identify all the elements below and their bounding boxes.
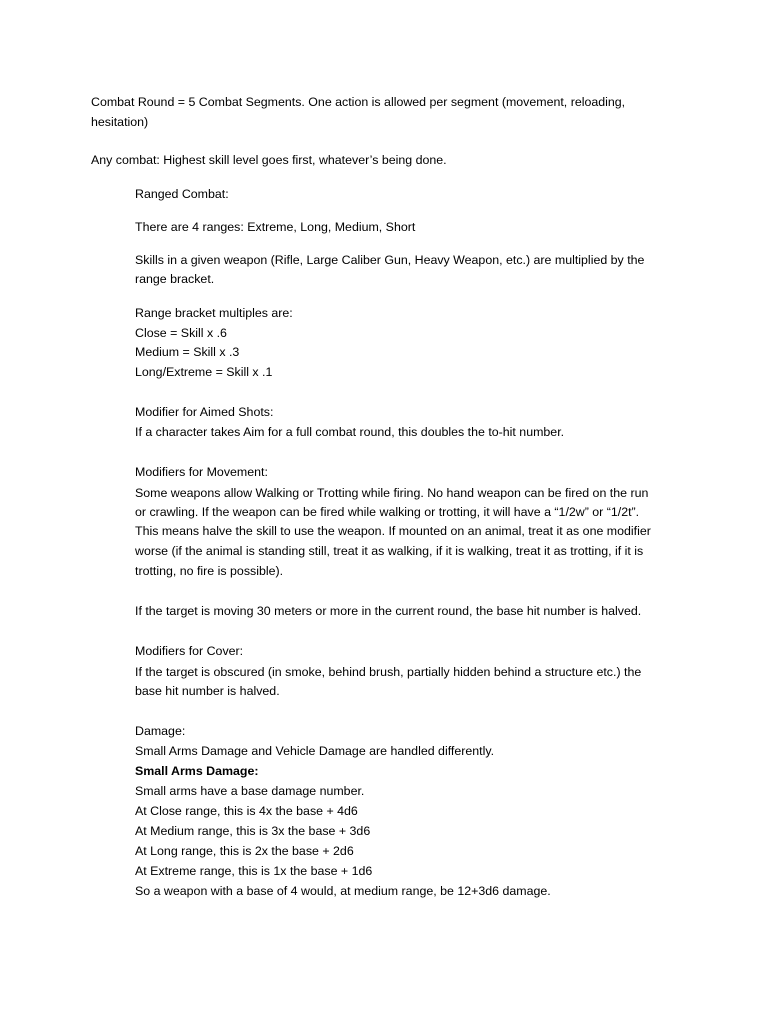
skills-line-2: range bracket. bbox=[135, 272, 215, 286]
ranges-line: There are 4 ranges: Extreme, Long, Medium, Short bbox=[135, 220, 416, 234]
skills-line-1: Skills in a given weapon (Rifle, Large Caliber Gun, Heavy Weapon, etc.) are multiplied by the bbox=[135, 253, 645, 267]
range-multiple-close: Close = Skill x .6 bbox=[135, 326, 227, 340]
combat-round-line-2: hesitation) bbox=[91, 115, 149, 129]
aimed-shots-heading: Modifier for Aimed Shots: bbox=[135, 405, 274, 419]
aimed-shots-text: If a character takes Aim for a full combat round, this doubles the to-hit number. bbox=[135, 425, 565, 439]
damage-line-3: At Medium range, this is 3x the base + 3d6 bbox=[135, 824, 371, 838]
damage-heading: Damage: bbox=[135, 724, 186, 738]
ranged-combat-heading: Ranged Combat: bbox=[135, 187, 229, 201]
cover-line-1: If the target is obscured (in smoke, behind brush, partially hidden behind a structure etc.) the bbox=[135, 665, 642, 679]
damage-line-5: At Extreme range, this is 1x the base + 1d6 bbox=[135, 864, 373, 878]
movement-line-5: trotting, no fire is possible). bbox=[135, 564, 284, 578]
damage-intro: Small Arms Damage and Vehicle Damage are handled differently. bbox=[135, 744, 495, 758]
range-multiples-heading: Range bracket multiples are: bbox=[135, 306, 293, 320]
range-multiple-medium: Medium = Skill x .3 bbox=[135, 345, 240, 359]
small-arms-heading: Small Arms Damage: bbox=[135, 764, 259, 778]
damage-line-2: At Close range, this is 4x the base + 4d6 bbox=[135, 804, 358, 818]
movement-line-3: This means halve the skill to use the weapon. If mounted on an animal, treat it as one modifier bbox=[135, 524, 651, 538]
cover-heading: Modifiers for Cover: bbox=[135, 644, 244, 658]
movement-line-2: or crawling. If the weapon can be fired while walking or trotting, it will have a “1/2w” or “1/2t”. bbox=[135, 505, 640, 519]
any-combat-line: Any combat: Highest skill level goes first, whatever’s being done. bbox=[91, 153, 447, 167]
range-multiple-long-extreme: Long/Extreme = Skill x .1 bbox=[135, 365, 273, 379]
damage-line-6: So a weapon with a base of 4 would, at medium range, be 12+3d6 damage. bbox=[135, 884, 551, 898]
target-moving-line: If the target is moving 30 meters or more in the current round, the base hit number is halved. bbox=[135, 604, 642, 618]
cover-line-2: base hit number is halved. bbox=[135, 684, 280, 698]
movement-heading: Modifiers for Movement: bbox=[135, 465, 268, 479]
movement-line-4: worse (if the animal is standing still, treat it as walking, if it is walking, treat it as trotting, if it is bbox=[135, 544, 644, 558]
movement-line-1: Some weapons allow Walking or Trotting while firing. No hand weapon can be fired on the run bbox=[135, 486, 649, 500]
combat-round-line-1: Combat Round = 5 Combat Segments. One action is allowed per segment (movement, reloading, bbox=[91, 95, 626, 109]
damage-line-1: Small arms have a base damage number. bbox=[135, 784, 365, 798]
damage-line-4: At Long range, this is 2x the base + 2d6 bbox=[135, 844, 354, 858]
